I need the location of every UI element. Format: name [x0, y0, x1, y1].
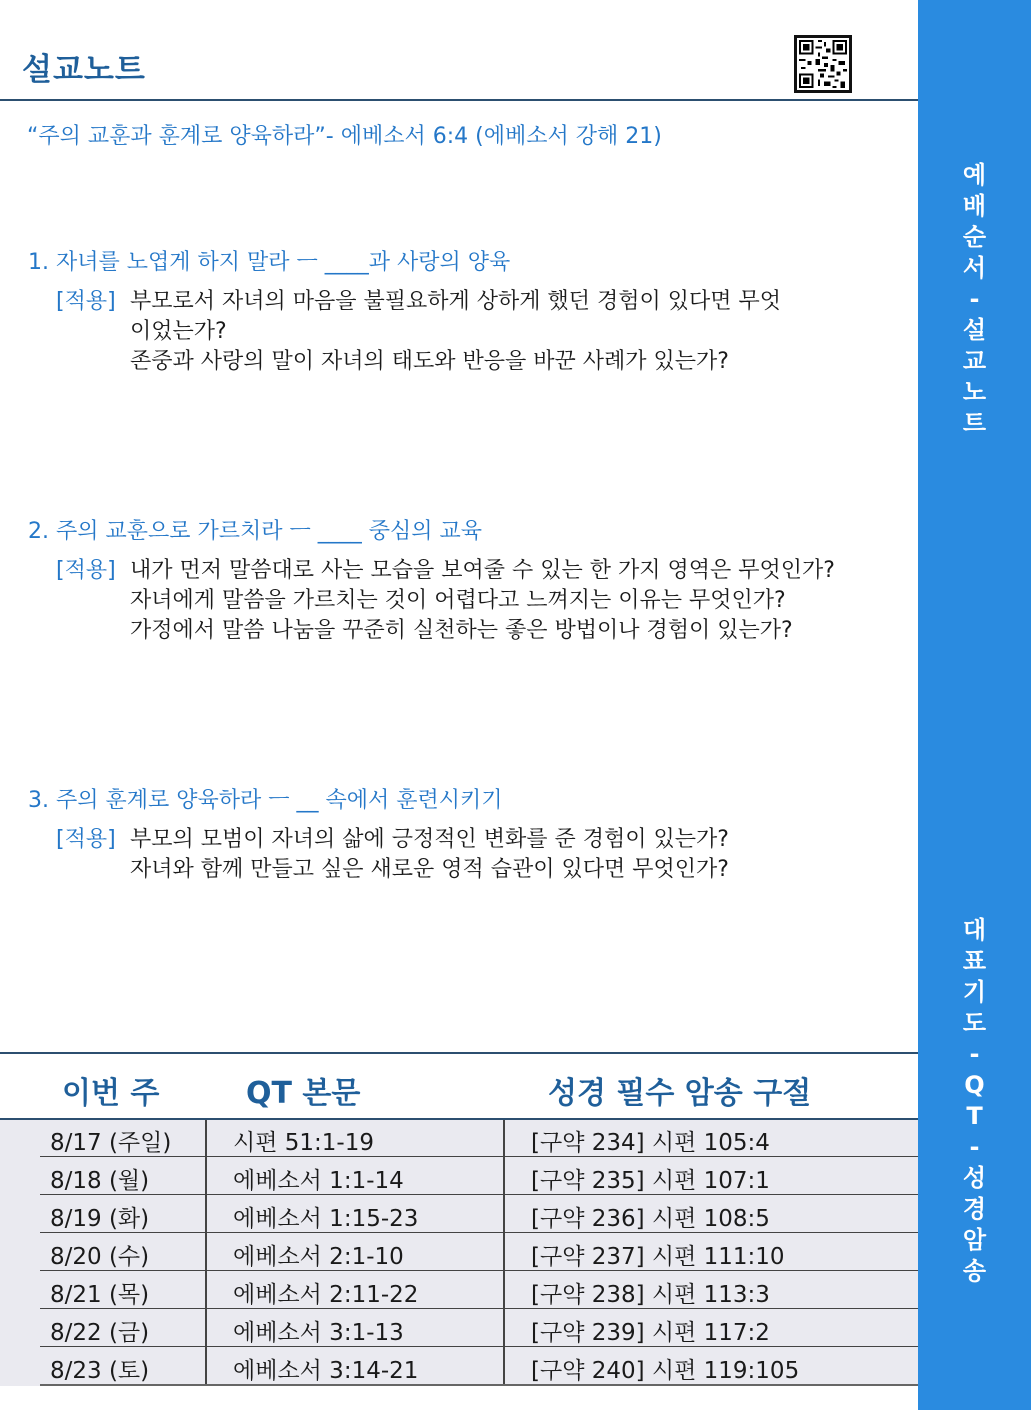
apply-line: 부모의 모범이 자녀의 삶에 긍정적인 변화를 준 경험이 있는가? — [130, 827, 729, 852]
table-header-line — [0, 1118, 918, 1120]
sidebar-char: T — [966, 1102, 983, 1130]
table-cell-qt: 시편 51:1-19 — [233, 1130, 374, 1156]
sidebar-char: - — [969, 1133, 980, 1161]
sidebar-char: 노 — [962, 378, 987, 406]
table-header-week: 이번 주 — [62, 1076, 160, 1111]
sidebar-char: 경 — [962, 1195, 987, 1223]
sidebar — [918, 0, 1031, 1410]
table-cell-day: 8/20 (수) — [50, 1244, 150, 1270]
sermon-subtitle: “주의 교훈과 훈계로 양육하라”- 에베소서 6:4 (에베소서 강해 21) — [27, 124, 662, 149]
table-cell-verse: [구약 240] 시편 119:105 — [531, 1358, 800, 1384]
table-cell-verse: [구약 238] 시편 113:3 — [531, 1282, 770, 1308]
table-cell-day: 8/23 (토) — [50, 1358, 150, 1384]
table-header-qt: QT 본문 — [246, 1076, 361, 1111]
apply-line: 자녀에게 말씀을 가르치는 것이 어렵다고 느껴지는 이유는 무엇인가? — [130, 588, 786, 613]
sidebar-label-top[interactable] — [918, 160, 1031, 439]
section-2-application — [56, 556, 835, 646]
qr-code-icon[interactable] — [794, 35, 852, 93]
sidebar-char: 대 — [962, 916, 987, 944]
table-top-divider — [0, 1052, 918, 1054]
section-2-heading: 2. 주의 교훈으로 가르치라 ㅡ ____ 중심의 교육 — [28, 519, 482, 544]
table-cell-verse: [구약 235] 시편 107:1 — [531, 1168, 770, 1194]
table-cell-verse: [구약 234] 시편 105:4 — [531, 1130, 770, 1156]
header-divider — [0, 99, 918, 101]
table-cell-day: 8/19 (화) — [50, 1206, 150, 1232]
sidebar-char: 도 — [962, 1009, 987, 1037]
sidebar-char: 암 — [962, 1226, 987, 1254]
apply-tag: [적용] — [56, 827, 116, 852]
sidebar-char: 송 — [962, 1257, 987, 1285]
table-cell-day: 8/18 (월) — [50, 1168, 150, 1194]
table-row-divider — [40, 1232, 918, 1233]
table-cell-day: 8/22 (금) — [50, 1320, 150, 1346]
sidebar-label-bottom[interactable] — [918, 915, 1031, 1287]
sidebar-char: 배 — [962, 192, 987, 220]
apply-line: 부모로서 자녀의 마음을 불필요하게 상하게 했던 경험이 있다면 무엇 — [130, 289, 782, 314]
table-cell-qt: 에베소서 3:1-13 — [233, 1320, 404, 1346]
sidebar-char: 예 — [962, 161, 987, 189]
sidebar-char: 교 — [962, 347, 987, 375]
sidebar-char: - — [969, 1040, 980, 1068]
section-1-heading: 1. 자녀를 노엽게 하지 말라 ㅡ ____과 사랑의 양육 — [28, 250, 511, 275]
table-row-divider — [40, 1346, 918, 1347]
apply-line: 자녀와 함께 만들고 싶은 새로운 영적 습관이 있다면 무엇인가? — [130, 857, 729, 882]
section-3-application — [56, 825, 729, 885]
table-cell-day: 8/17 (주일) — [50, 1130, 172, 1156]
sidebar-char: - — [969, 285, 980, 313]
page-title: 설교노트 — [22, 52, 146, 88]
section-1-application — [56, 287, 781, 377]
table-cell-qt: 에베소서 1:15-23 — [233, 1206, 419, 1232]
sidebar-char: 표 — [962, 947, 987, 975]
apply-line: 존중과 사랑의 말이 자녀의 태도와 반응을 바꾼 사례가 있는가? — [130, 349, 729, 374]
sidebar-char: 설 — [962, 316, 987, 344]
apply-line: 내가 먼저 말씀대로 사는 모습을 보여줄 수 있는 한 가지 영역은 무엇인가? — [130, 558, 835, 583]
table-row-divider — [40, 1270, 918, 1271]
table-cell-verse: [구약 239] 시편 117:2 — [531, 1320, 770, 1346]
apply-line: 이었는가? — [130, 319, 227, 344]
sidebar-char: Q — [964, 1071, 985, 1099]
table-row-divider — [40, 1308, 918, 1309]
table-cell-qt: 에베소서 2:1-10 — [233, 1244, 404, 1270]
apply-tag: [적용] — [56, 558, 116, 583]
table-cell-qt: 에베소서 3:14-21 — [233, 1358, 419, 1384]
table-row-divider — [40, 1156, 918, 1157]
apply-line: 가정에서 말씀 나눔을 꾸준히 실천하는 좋은 방법이나 경험이 있는가? — [130, 618, 793, 643]
table-cell-verse: [구약 236] 시편 108:5 — [531, 1206, 770, 1232]
sidebar-char: 트 — [962, 409, 987, 437]
sidebar-char: 성 — [962, 1164, 987, 1192]
table-cell-day: 8/21 (목) — [50, 1282, 150, 1308]
table-row-divider — [40, 1194, 918, 1195]
table-cell-qt: 에베소서 2:11-22 — [233, 1282, 419, 1308]
apply-tag: [적용] — [56, 289, 116, 314]
table-header-verse: 성경 필수 암송 구절 — [548, 1076, 812, 1111]
sidebar-char: 서 — [962, 254, 987, 282]
sidebar-char: 순 — [962, 223, 987, 251]
table-cell-verse: [구약 237] 시편 111:10 — [531, 1244, 785, 1270]
table-cell-qt: 에베소서 1:1-14 — [233, 1168, 404, 1194]
sidebar-char: 기 — [962, 978, 987, 1006]
section-3-heading: 3. 주의 훈계로 양육하라 ㅡ __ 속에서 훈련시키기 — [28, 788, 503, 813]
